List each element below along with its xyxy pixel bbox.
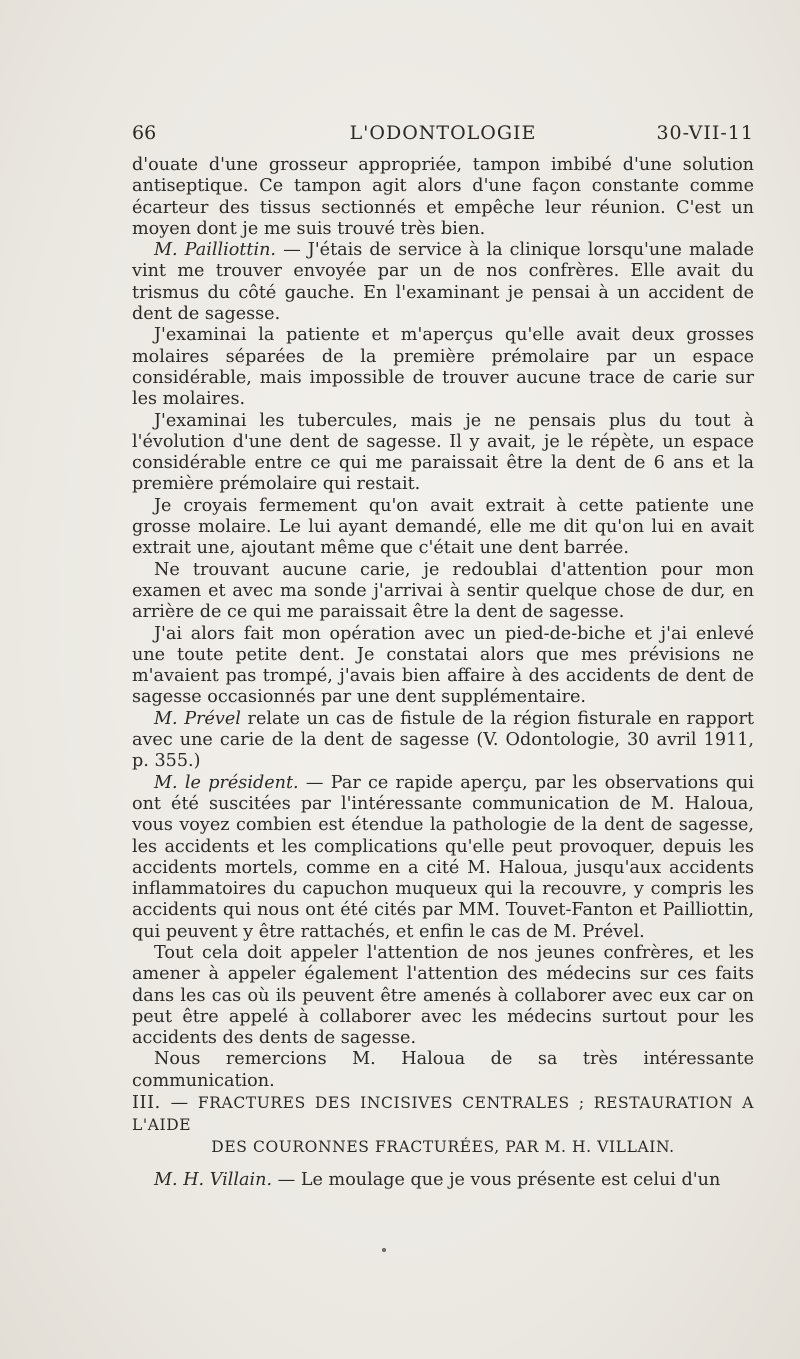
speaker-name: M. le président. — [154, 772, 299, 793]
paragraph-4: J'examinai les tubercules, mais je ne pensais plus du tout à l'évolution d'une dent de sagesse. Il y avait, je le répète, un espace considérable entre ce qui me paraissait être la dent de 6 ans et la première prémolaire qui restait. — [132, 410, 754, 495]
section-number: III. — — [132, 1093, 189, 1114]
page-number: 66 — [132, 122, 157, 144]
paragraph-last: M. H. Villain. — Le moulage que je vous présente est celui d'un — [154, 1170, 721, 1191]
paragraph-7: J'ai alors fait mon opération avec un pied-de-biche et j'ai enlevé une toute petite dent. Je constatai alors que mes prévisions ne m'avaient pas trompé, j'avais bien affaire à des accidents de dent de sagesse occasionnés par une dent supplémentaire. — [132, 623, 754, 708]
journal-title: L'ODONTOLOGIE — [349, 122, 537, 144]
section-title-line1: FRACTURES DES INCISIVES CENTRALES ; RESTAURATION A L'AIDE — [132, 1094, 754, 1135]
speaker-name: M. Pailliottin. — [154, 240, 277, 261]
speaker-name: M. H. Villain. — [154, 1170, 273, 1191]
paragraph-2: M. Pailliottin. — J'étais de service à la clinique lorsqu'une malade vint me trouver envoyée par un de nos confrères. Elle avait du trismus du côté gauche. En l'examinant je pensai à un accident de dent de sagesse. — [132, 240, 754, 325]
body-text — [132, 155, 754, 1191]
running-header — [132, 122, 754, 150]
print-speck — [382, 1248, 386, 1252]
speaker-name: M. Prével — [154, 708, 241, 729]
paragraph-9: M. le président. — Par ce rapide aperçu, par les observations qui ont été suscitées par l'intéressante communication de M. Haloua, vous voyez combien est étendue la pathologie de la dent de sagesse, les accidents et les complications qu'elle peut provoquer, depuis les accidents mortels, comme en a cité M. Haloua, jusqu'aux accidents inflammatoires du capuchon muqueux qui la recouvre, y compris les accidents qui nous ont été cités par MM. Touvet-Fanton et Pailliottin, qui peuvent y être rattachés, et enfin le cas de M. Prével. — [132, 772, 754, 942]
paragraph-1: d'ouate d'une grosseur appropriée, tampon imbibé d'une solution antiseptique. Ce tampon agit alors d'une façon constante comme écarteur des tissus sectionnés et empêche leur réunion. C'est un moyen dont je me suis trouvé très bien. — [132, 155, 754, 239]
paragraph-6: Ne trouvant aucune carie, je redoublai d'attention pour mon examen et avec ma sonde j'arrivai à sentir quelque chose de dur, en arrière de ce qui me paraissait être la dent de sagesse. — [132, 559, 754, 623]
paragraph-8: M. Prével relate un cas de fistule de la région fisturale en rapport avec une carie de la dent de sagesse (V. Odontologie, 30 avril 1911, p. 355.) — [132, 708, 754, 772]
paragraph-3: J'examinai la patiente et m'aperçus qu'elle avait deux grosses molaires séparées de la première prémolaire par un espace considérable, mais impossible de trouver aucune trace de carie sur les molaires. — [132, 325, 754, 410]
section-heading — [132, 1092, 754, 1158]
section-title-line2: DES COURONNES FRACTURÉES, PAR M. H. VILLAIN. — [211, 1138, 675, 1157]
paragraph-5: Je croyais fermement qu'on avait extrait à cette patiente une grosse molaire. Le lui ayant demandé, elle me dit qu'on lui en avait extrait une, ajoutant même que c'était une dent barrée. — [132, 495, 754, 559]
paragraph-10: Tout cela doit appeler l'attention de nos jeunes confrères, et les amener à appeler également l'attention des médecins sur ces faits dans les cas où ils peuvent être amenés à collaborer avec eux car on peut être appelé à collaborer avec les médecins surtout pour les accidents des dents de sagesse. — [132, 942, 754, 1049]
issue-date: 30-VII-11 — [656, 122, 754, 144]
paragraph-11: Nous remercions M. Haloua de sa très intéressante communication. — [132, 1049, 754, 1091]
